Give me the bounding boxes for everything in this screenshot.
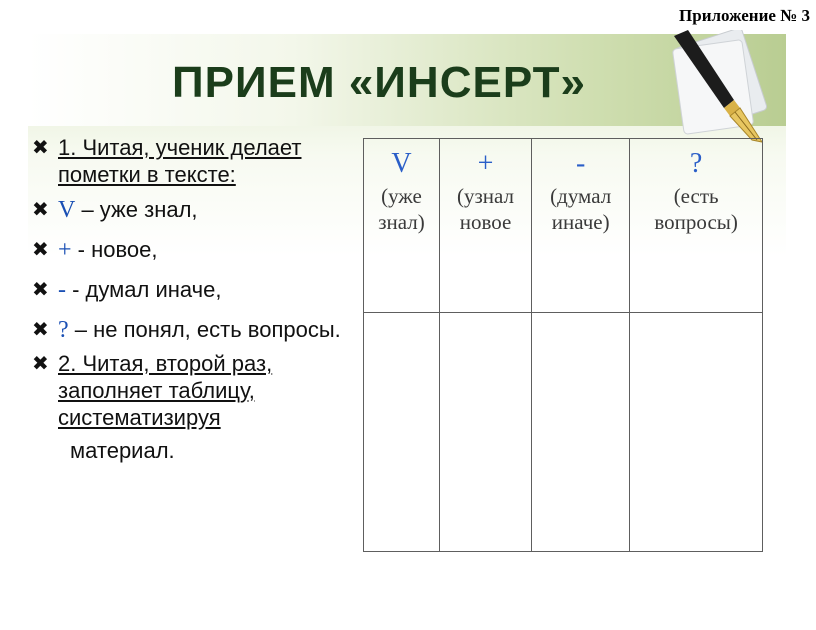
header-text: вопросы): [654, 210, 738, 234]
legend-item-plus: [30, 236, 360, 264]
table-row: [364, 313, 763, 552]
instruction-step-2-end: [30, 437, 360, 464]
table-cell: [364, 313, 440, 552]
legend-item-question: [30, 316, 360, 344]
header-cell-minus: [532, 139, 630, 313]
legend-text: - новое,: [71, 237, 158, 262]
table-cell: [439, 313, 531, 552]
fountain-pen-icon: [664, 30, 776, 146]
legend-item-v: [30, 196, 360, 224]
legend-symbol: ?: [58, 317, 69, 343]
legend-text: - думал иначе,: [66, 277, 222, 302]
instruction-step-1: [30, 134, 360, 188]
x-mark-icon: ✖: [32, 137, 49, 159]
table-cell: [630, 313, 763, 552]
header-text: (уже: [381, 184, 422, 208]
header-text: новое: [459, 210, 512, 234]
header-symbol: V: [391, 148, 412, 179]
instruction-text: 1. Читая, ученик делает пометки в тексте:: [58, 135, 302, 187]
header-text: иначе): [551, 210, 610, 234]
header-cell-plus: [439, 139, 531, 313]
legend-item-minus: [30, 276, 360, 304]
legend-symbol: V: [58, 197, 76, 223]
header-cell-v: [364, 139, 440, 313]
instruction-text: 2. Читая, второй раз, заполняет таблицу, систематизируя: [58, 351, 273, 430]
legend-symbol: +: [58, 237, 72, 263]
instruction-step-2: [30, 350, 360, 431]
header-symbol: -: [576, 148, 586, 179]
header-text: (узнал: [457, 184, 515, 208]
header-symbol: +: [477, 148, 494, 179]
x-mark-icon: ✖: [32, 319, 49, 341]
x-mark-icon: ✖: [32, 199, 49, 221]
x-mark-icon: ✖: [32, 239, 49, 261]
table-header-row: [364, 139, 763, 313]
legend-text: – уже знал,: [75, 197, 198, 222]
insert-table: [363, 138, 763, 552]
instruction-text: материал.: [70, 438, 175, 463]
header-text: знал): [378, 210, 425, 234]
slide-title: ПРИЕМ «ИНСЕРТ»: [172, 58, 586, 107]
header-symbol: ?: [689, 148, 703, 179]
x-mark-icon: ✖: [32, 279, 49, 301]
appendix-label: Приложение № 3: [679, 6, 810, 25]
header-text: (думал: [550, 184, 612, 208]
x-mark-icon: ✖: [32, 353, 49, 375]
header-text: (есть: [673, 184, 719, 208]
table-cell: [532, 313, 630, 552]
header-cell-question: [630, 139, 763, 313]
instructions: [30, 134, 360, 464]
legend-text: – не понял, есть вопросы.: [68, 317, 341, 342]
legend-symbol: -: [58, 277, 66, 303]
